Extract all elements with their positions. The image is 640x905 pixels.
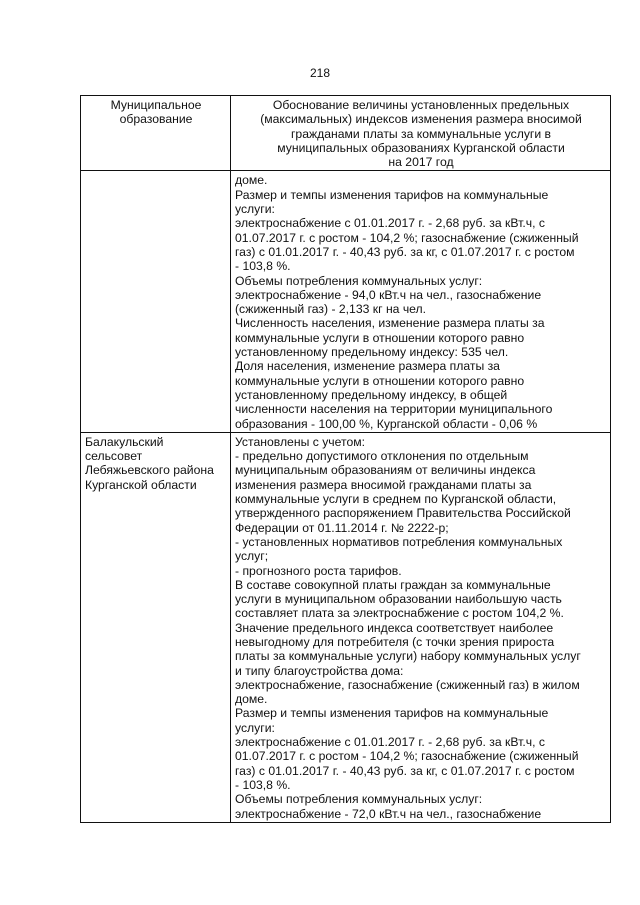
text-line: - предельно допустимого отклонения по отдельным bbox=[235, 449, 529, 464]
municipality-cell bbox=[81, 171, 231, 432]
justification-cell bbox=[231, 432, 611, 822]
text-line: Численность населения, изменение размера платы за bbox=[235, 316, 545, 331]
text-line: платы за коммунальные услуги) набору коммунальных услуг bbox=[235, 649, 581, 664]
text-line: Балакульский bbox=[85, 434, 164, 449]
municipality-cell bbox=[81, 432, 231, 822]
text-line: установленному предельному индексу: 535 чел. bbox=[235, 345, 509, 360]
text-line: - прогнозного роста тарифов. bbox=[235, 563, 402, 578]
text-line: услуги: bbox=[235, 720, 275, 735]
text-line: электроснабжение - 72,0 кВт.ч на чел., газоснабжение bbox=[235, 806, 542, 821]
text-line: газ) с 01.01.2017 г. - 40,43 руб. за кг, с 01.07.2017 г. с ростом bbox=[235, 763, 575, 778]
text-line: численности населения на территории муниципального bbox=[235, 402, 553, 417]
text-line: Курганской области bbox=[85, 477, 197, 492]
text-line: - 103,8 %. bbox=[235, 777, 291, 792]
page-number: 218 bbox=[309, 66, 331, 80]
text-line: Обоснование величины установленных предельных bbox=[272, 98, 570, 112]
text-line: образование bbox=[119, 112, 193, 127]
text-line: В составе совокупной платы граждан за коммунальные bbox=[235, 577, 551, 592]
text-line: доме. bbox=[235, 692, 268, 707]
table-row bbox=[81, 171, 611, 432]
text-line: и типу благоустройства дома: bbox=[235, 663, 404, 678]
text-line: Размер и темпы изменения тарифов на коммунальные bbox=[235, 706, 549, 721]
text-line: установленному предельному индексу, в общей bbox=[235, 387, 508, 402]
text-line: доме. bbox=[235, 173, 268, 188]
text-line: Федерации от 01.11.2014 г. № 2222-р; bbox=[235, 520, 449, 535]
text-line: Размер и темпы изменения тарифов на коммунальные bbox=[235, 187, 549, 202]
text-line: газ) с 01.01.2017 г. - 40,43 руб. за кг, с 01.07.2017 г. с ростом bbox=[235, 244, 575, 259]
text-line: утвержденного распоряжением Правительства Российской bbox=[235, 506, 571, 521]
justification-cell bbox=[231, 171, 611, 432]
text-line: коммунальные услуги в отношении которого равно bbox=[235, 373, 525, 388]
text-line: (максимальных) индексов изменения размера вносимой bbox=[260, 112, 582, 127]
text-line: электроснабжение с 01.01.2017 г. - 2,68 руб. за кВт.ч, с bbox=[235, 735, 545, 750]
text-line: Установлены с учетом: bbox=[235, 434, 365, 449]
text-line: Доля населения, изменение размера платы за bbox=[235, 359, 500, 374]
text-line: - установленных нормативов потребления коммунальных bbox=[235, 534, 563, 549]
text-line: коммунальные услуги в отношении которого равно bbox=[235, 330, 525, 345]
text-line: муниципальным образованиям от величины индекса bbox=[235, 463, 536, 478]
text-line: - 103,8 %. bbox=[235, 259, 291, 274]
text-line: составляет плата за электроснабжение с ростом 104,2 %. bbox=[235, 606, 564, 621]
text-line: невыгодному для потребителя (с точки зрения прироста bbox=[235, 634, 555, 649]
text-line: электроснабжение - 94,0 кВт.ч на чел., газоснабжение bbox=[235, 287, 542, 302]
text-line: электроснабжение с 01.01.2017 г. - 2,68 руб. за кВт.ч, с bbox=[235, 216, 545, 231]
text-line: гражданами платы за коммунальные услуги в bbox=[290, 126, 552, 141]
table-header-row bbox=[81, 96, 611, 171]
text-line: Лебяжьевского района bbox=[85, 463, 214, 478]
text-line: на 2017 год bbox=[388, 155, 454, 170]
tariff-justification-table bbox=[80, 95, 611, 823]
table-row bbox=[81, 432, 611, 822]
text-line: 01.07.2017 г. с ростом - 104,2 %; газоснабжение (сжиженный bbox=[235, 749, 579, 764]
header-municipality bbox=[81, 96, 231, 171]
text-line: услуги: bbox=[235, 202, 275, 217]
text-line: сельсовет bbox=[85, 449, 143, 464]
text-line: (сжиженный газ) - 2,133 кг на чел. bbox=[235, 302, 427, 317]
text-line: коммунальные услуги в среднем по Курганской области, bbox=[235, 492, 557, 507]
text-line: услуг; bbox=[235, 549, 269, 564]
text-line: услуги в муниципальном образовании наибольшую часть bbox=[235, 592, 562, 607]
text-line: образования - 100,00 %, Курганской области - 0,06 % bbox=[235, 416, 538, 431]
text-line: 01.07.2017 г. с ростом - 104,2 %; газоснабжение (сжиженный bbox=[235, 230, 579, 245]
text-line: Объемы потребления коммунальных услуг: bbox=[235, 792, 483, 807]
header-justification bbox=[231, 96, 611, 171]
text-line: электроснабжение, газоснабжение (сжиженный газ) в жилом bbox=[235, 677, 580, 692]
text-line: Муниципальное bbox=[110, 98, 202, 112]
text-line: Объемы потребления коммунальных услуг: bbox=[235, 273, 483, 288]
text-line: изменения размера вносимой гражданами платы за bbox=[235, 477, 532, 492]
text-line: Значение предельного индекса соответствует наиболее bbox=[235, 620, 554, 635]
text-line: муниципальных образованиях Курганской области bbox=[277, 140, 565, 155]
